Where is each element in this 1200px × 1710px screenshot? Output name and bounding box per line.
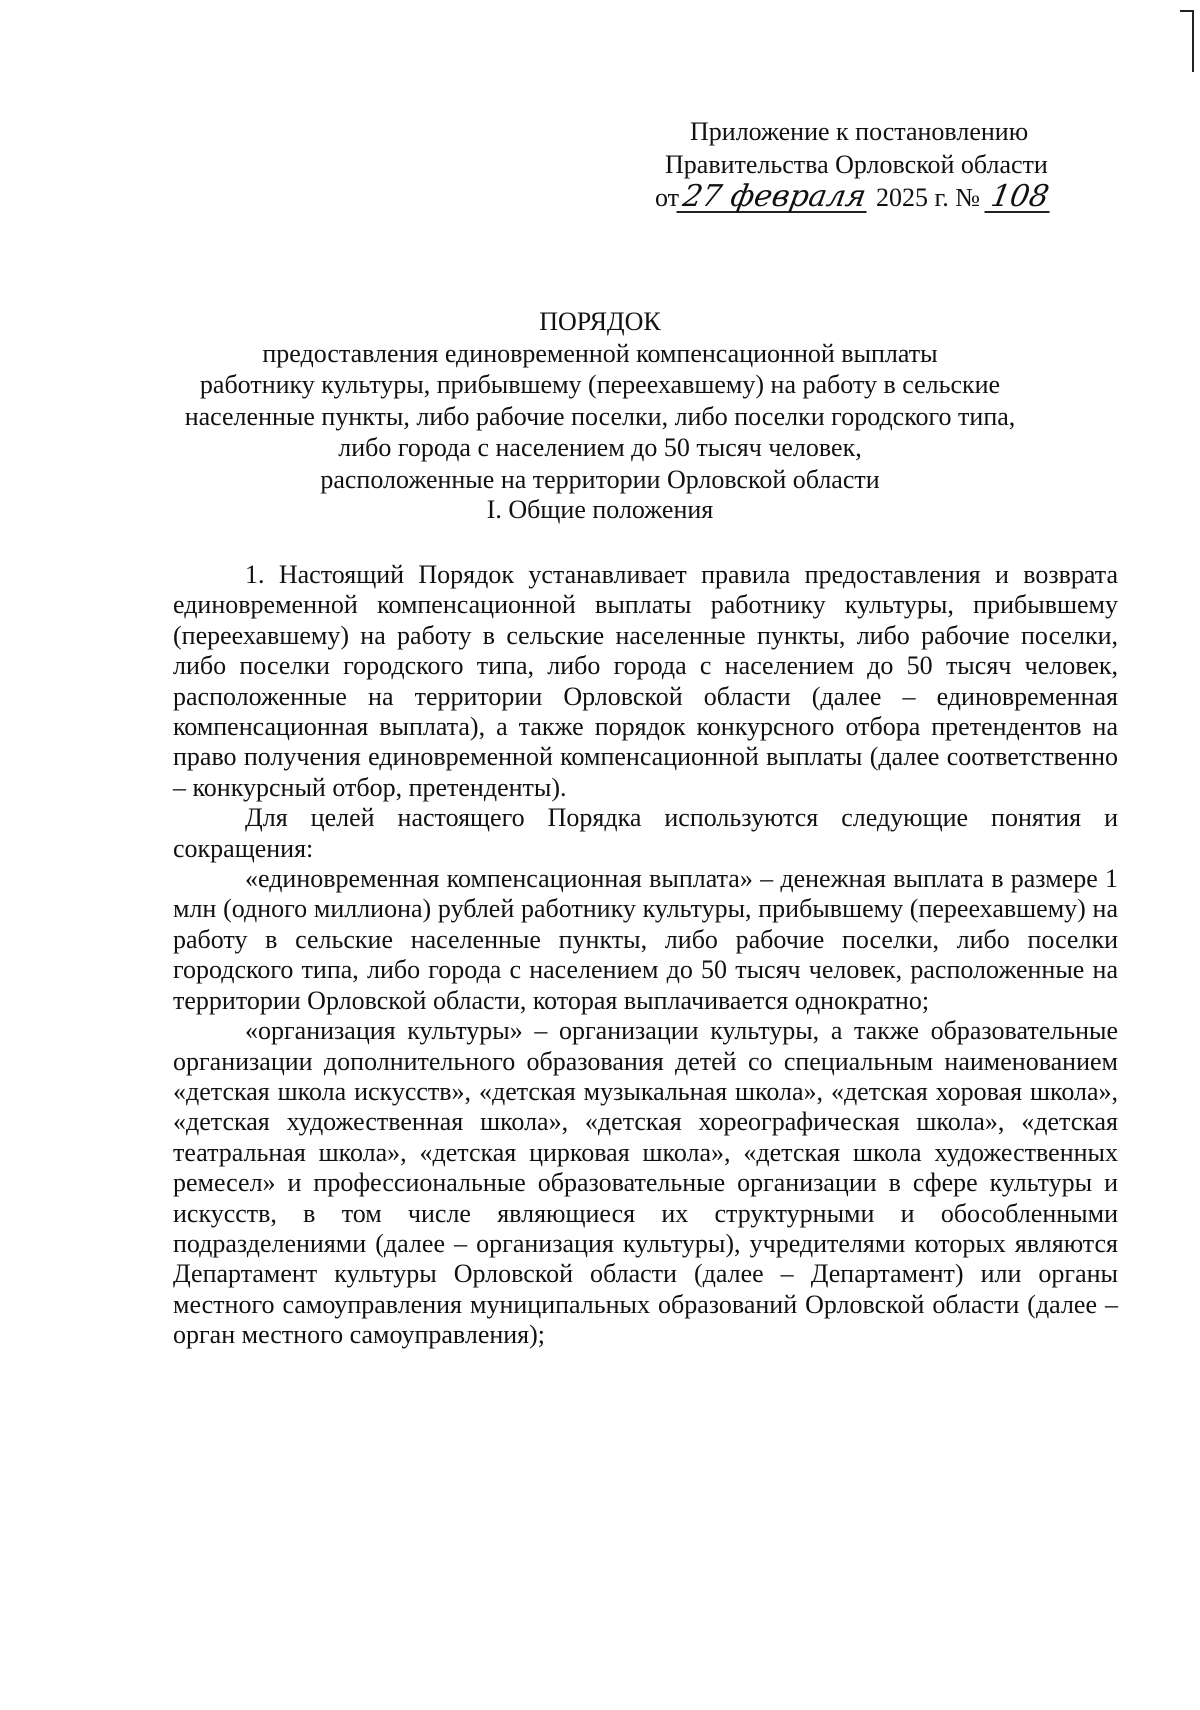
paragraph: Для целей настоящего Порядка используются следующие понятия и сокращения: <box>173 803 1118 863</box>
year-and-number-label: 2025 г. № <box>876 183 981 212</box>
subtitle-line: предоставления единовременной компенсационной выплаты <box>262 338 938 368</box>
section-heading: I. Общие положения <box>486 495 714 524</box>
appendix-line-2: Правительства Орловской области <box>665 150 1048 179</box>
corner-crop-mark <box>1180 10 1194 72</box>
subtitle-line: населенные пункты, либо рабочие поселки, либо поселки городского типа, <box>184 401 1016 431</box>
appendix-header <box>600 115 1100 214</box>
body-text <box>173 560 1118 1351</box>
subtitle-line: либо города с населением до 50 тысяч человек, <box>338 433 862 462</box>
subtitle-line: расположенные на территории Орловской области <box>320 464 880 494</box>
paragraph: 1. Настоящий Порядок устанавливает правила предоставления и возврата единовременной компенсационной выплаты работнику культуры, прибывшему (переехавшему) на работу в сельские населенные пункты, либо рабочие поселки, либо поселки городского типа, либо города с населением до 50 тысяч человек, расположенные на территории Орловской области (далее – единовременная компенсационная выплата), а также порядок конкурсного отбора претендентов на право получения единовременной компенсационной выплаты (далее соответственно – конкурсный отбор, претенденты). <box>173 560 1118 802</box>
document-title-block <box>150 306 1050 495</box>
handwritten-number: 108 <box>984 183 1055 213</box>
handwritten-date: 27 февраля <box>676 183 872 213</box>
date-prefix: от <box>655 183 680 212</box>
subtitle-line: работнику культуры, прибывшему (переехавшему) на работу в сельские <box>199 370 1001 399</box>
appendix-date-line <box>600 181 1100 214</box>
appendix-line-1: Приложение к постановлению <box>690 117 1029 146</box>
paragraph: «единовременная компенсационная выплата» – денежная выплата в размере 1 млн (одного миллиона) рублей работнику культуры, прибывшему (переехавшему) на работу в сельские населенные пункты, либо рабочие поселки, либо поселки городского типа, либо города с населением до 50 тысяч человек, расположенные на территории Орловской области, которая выплачивается однократно; <box>173 864 1118 1015</box>
document-title: ПОРЯДОК <box>539 307 661 336</box>
paragraph: «организация культуры» – организации культуры, а также образовательные организации дополнительного образования детей со специальным наименованием «детская школа искусств», «детская музыкальная школа», «детская хоровая школа», «детская художественная школа», «детская хореографическая школа», «детская театральная школа», «детская цирковая школа», «детская школа художественных ремесел» и профессиональные образовательные организации в сфере культуры и искусств, в том числе являющиеся их структурными и обособленными подразделениями (далее – организация культуры), учредителями которых являются Департамент культуры Орловской области (далее – Департамент) или органы местного самоуправления муниципальных образований Орловской области (далее – орган местного самоуправления); <box>173 1016 1118 1350</box>
